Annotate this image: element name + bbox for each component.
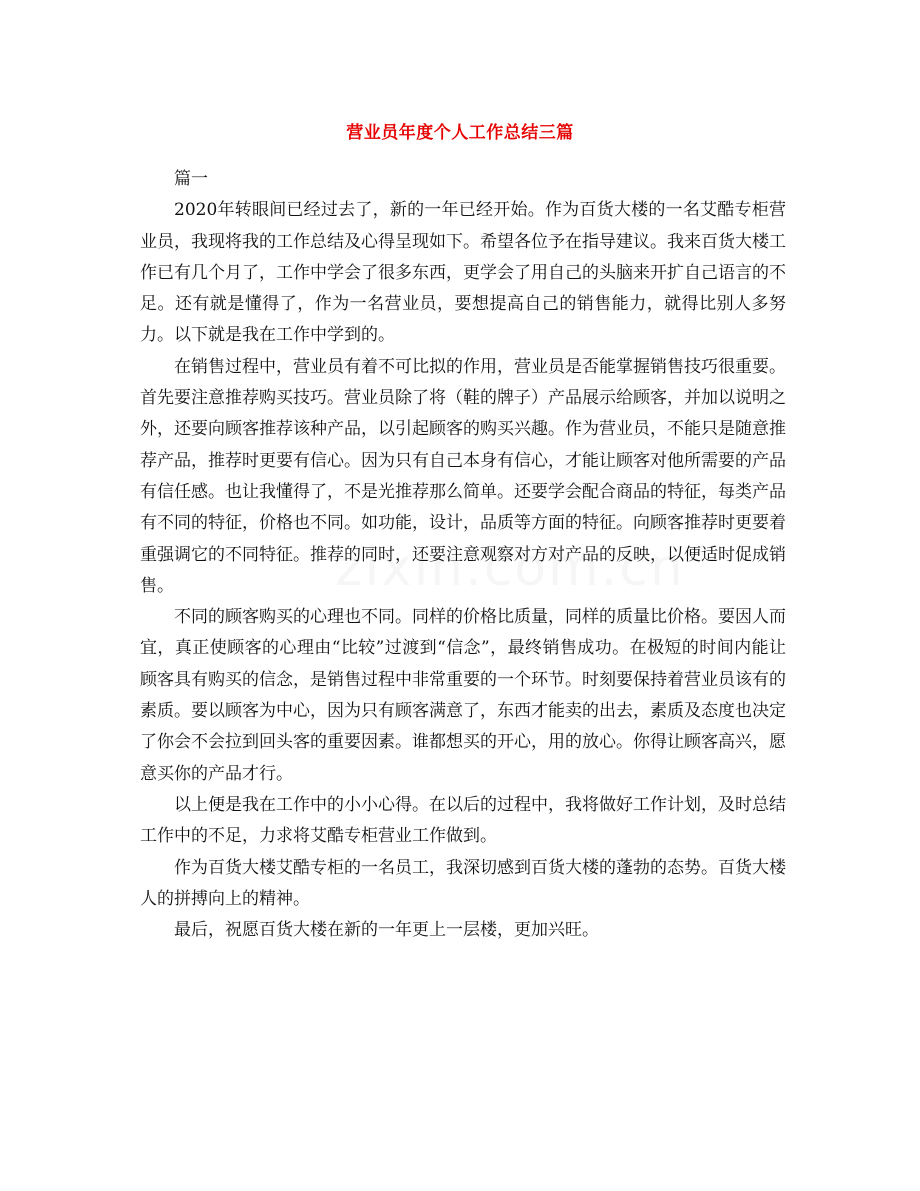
paragraph: 不同的顾客购买的心理也不同。同样的价格比质量，同样的质量比价格。要因人而宜，真正使顾客的心理由“比较”过渡到“信念”，最终销售成功。在极短的时间内能让顾客具有购买的信念，是销售过程中非常重要的一个环节。时刻要保持着营业员该有的素质。要以顾客为中心，因为只有顾客满意了，东西才能卖的出去，素质及态度也决定了你会不会拉到回头客的重要因素。谁都想买的开心，用的放心。你得让顾客高兴，愿意买你的产品才行。	[140, 607, 786, 784]
paragraph: 在销售过程中，营业员有着不可比拟的作用，营业员是否能掌握销售技巧很重要。首先要注意推荐购买技巧。营业员除了将（鞋的牌子）产品展示给顾客，并加以说明之外，还要向顾客推荐该种产品，以引起顾客的购买兴趣。作为营业员，不能只是随意推荐产品，推荐时更要有信心。因为只有自己本身有信心，才能让顾客对他所需要的产品有信任感。也让我懂得了，不是光推荐那么简单。还要学会配合商品的特征，每类产品有不同的特征，价格也不同。如功能，设计，品质等方面的特征。向顾客推荐时更要着重强调它的不同特征。推荐的同时，还要注意观察对方对产品的反映，以便适时促成销售。	[140, 356, 786, 596]
document-body	[140, 164, 786, 946]
paragraph: 以上便是我在工作中的小小心得。在以后的过程中，我将做好工作计划，及时总结工作中的不足，力求将艾酷专柜营业工作做到。	[140, 794, 786, 847]
paragraph: 作为百货大楼艾酷专柜的一名员工，我深切感到百货大楼的蓬勃的态势。百货大楼人的拼搏向上的精神。	[140, 857, 786, 909]
document-title: 营业员年度个人工作总结三篇	[346, 123, 574, 143]
paragraph: 最后，祝愿百货大楼在新的一年更上一层楼，更加兴旺。	[174, 920, 599, 941]
section-heading: 篇一	[174, 169, 208, 189]
paragraph: 2020年转眼间已经过去了，新的一年已经开始。作为百货大楼的一名艾酷专柜营业员，我现将我的工作总结及心得呈现如下。希望各位予在指导建议。我来百货大楼工作已有几个月了，工作中学会了很多东西，更学会了用自己的头脑来开扩自己语言的不足。还有就是懂得了，作为一名营业员，要想提高自己的销售能力，就得比别人多努力。以下就是我在工作中学到的。	[140, 200, 786, 346]
